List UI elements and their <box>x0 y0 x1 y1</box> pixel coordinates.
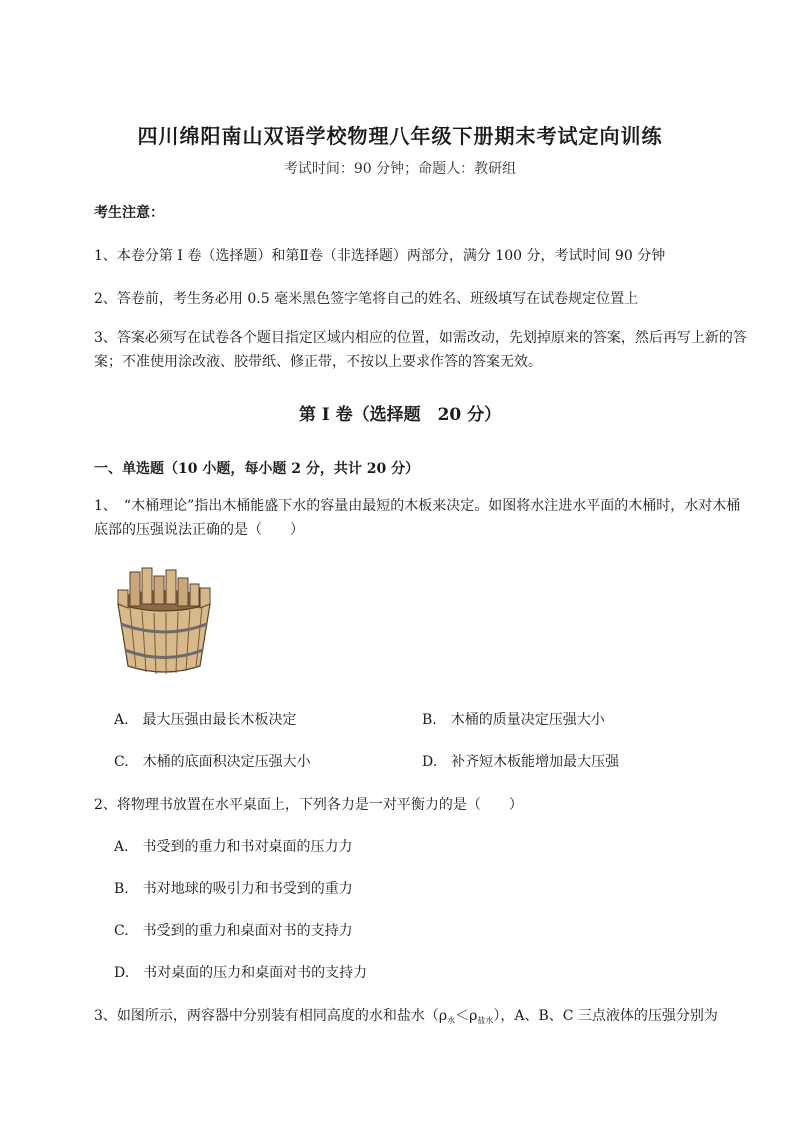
notice-item-1: 1、本卷分第 I 卷（选择题）和第Ⅱ卷（非选择题）两部分，满分 100 分，考试时间 90 分钟 <box>94 248 666 264</box>
exam-info: 考试时间：90 分钟；命题人：教研组 <box>283 161 517 177</box>
subscript-water: 水 <box>447 1016 456 1025</box>
question-3-stem-prefix: 3、如图所示，两容器中分别装有相同高度的水和盐水（ <box>94 1008 439 1024</box>
subscript-brine: 盐水 <box>477 1016 494 1025</box>
notice-item-2: 2、答卷前，考生务必用 0.5 毫米黑色签字笔将自己的姓名、班级填写在试卷规定位置上 <box>94 291 639 307</box>
wooden-bucket-image <box>108 566 220 678</box>
question-3-stem-suffix: ），A、B、C 三点液体的压强分别为 <box>493 1008 718 1024</box>
question-2-option-b: B. 书对地球的吸引力和书受到的重力 <box>114 881 353 897</box>
less-than-symbol: ＜ <box>455 1008 470 1024</box>
page-title: 四川绵阳南山双语学校物理八年级下册期末考试定向训练 <box>137 124 663 148</box>
question-1-option-b: B. 木桶的质量决定压强大小 <box>422 712 605 728</box>
question-1-option-d: D. 补齐短木板能增加最大压强 <box>422 754 620 770</box>
question-2-option-c: C. 书受到的重力和桌面对书的支持力 <box>114 923 353 939</box>
notice-item-3: 3、答案必须写在试卷各个题目指定区域内相应的位置，如需改动，先划掉原来的答案，然后再写上新的答案；不准使用涂改液、胶带纸、修正带，不按以上要求作答的答案无效。 <box>94 330 747 370</box>
question-1-option-a: A. 最大压强由最长木板决定 <box>114 712 297 728</box>
question-1-option-c: C. 木桶的底面积决定压强大小 <box>114 754 311 770</box>
notice-heading: 考生注意： <box>94 205 164 221</box>
question-1-stem: 1、 “木桶理论”指出木桶能盛下水的容量由最短的木板来决定。如图将水注进水平面的木桶时，水对木桶底部的压强说法正确的是（ ） <box>94 498 741 538</box>
question-2-option-d: D. 书对桌面的压力和桌面对书的支持力 <box>114 965 368 981</box>
question-2-stem: 2、将物理书放置在水平桌面上，下列各力是一对平衡力的是（ ） <box>94 797 523 813</box>
question-2-option-a: A. 书受到的重力和书对桌面的压力力 <box>114 839 353 855</box>
section-title: 第 I 卷（选择题 20 分） <box>298 405 502 425</box>
question-3-stem <box>94 1005 718 1026</box>
rho-symbol: ρ <box>438 1008 448 1024</box>
rho-symbol-2: ρ <box>469 1008 478 1024</box>
question-group-heading: 一、单选题（10 小题，每小题 2 分，共计 20 分） <box>94 461 420 477</box>
